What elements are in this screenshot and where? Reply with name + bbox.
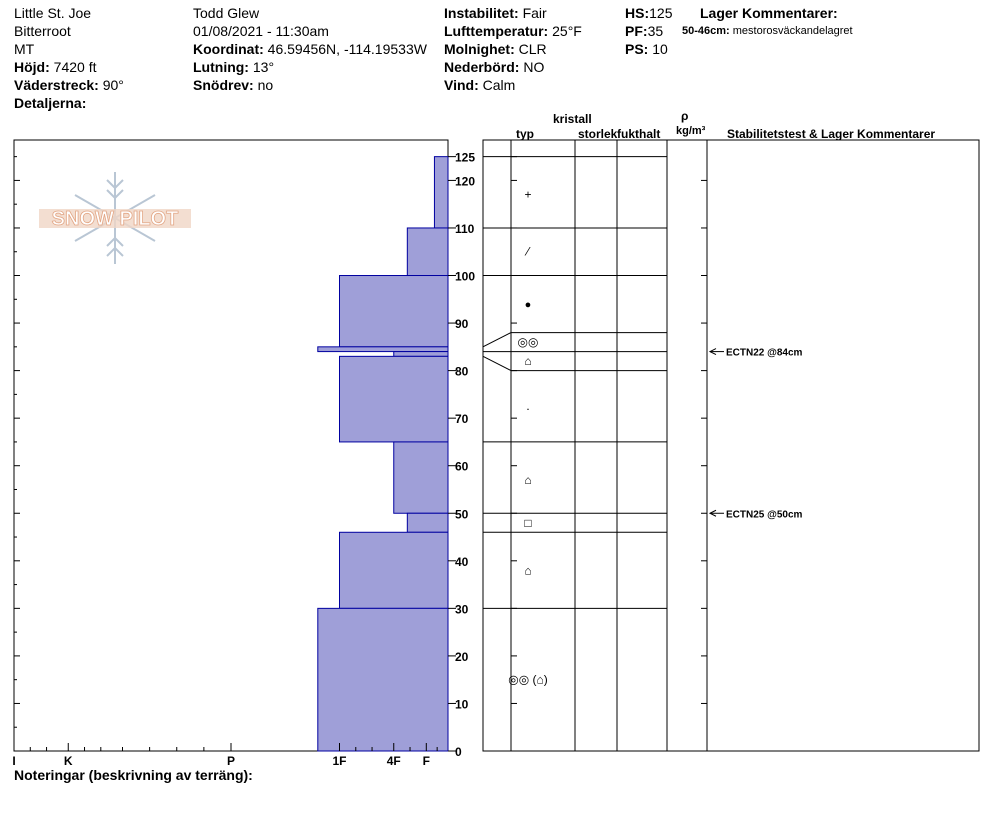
col-moisture: fukthalt: [617, 127, 661, 141]
elevation-value: 7420 ft: [53, 59, 97, 75]
pf-value: 35: [647, 23, 664, 39]
stability-label: Instabilitet:: [444, 5, 519, 21]
x-tick-label: 4F: [386, 754, 401, 768]
hardness-layer-bar: [407, 228, 448, 276]
col-crystal: kristall: [553, 112, 592, 126]
notes-label: Noteringar (beskrivning av terräng):: [14, 767, 253, 783]
layer-comment-range: 50-46cm:: [682, 25, 730, 37]
grain-type-symbol: ⌂: [524, 563, 532, 578]
sky-label: Molnighet:: [444, 41, 515, 57]
col-rho: ρ: [681, 109, 689, 123]
y-tick-label: 80: [455, 364, 469, 379]
y-tick-label: 110: [455, 221, 475, 236]
ps-label: PS:: [625, 41, 649, 57]
grain-connector: [483, 356, 511, 370]
grain-type-symbol: □: [524, 515, 532, 530]
details-label: Detaljerna:: [14, 95, 87, 111]
coord-label: Koordinat:: [193, 41, 264, 57]
hardness-layer-bar: [394, 442, 448, 513]
y-tick-label: 90: [455, 317, 469, 332]
hardness-layer-bar: [340, 532, 449, 608]
col-type: typ: [516, 127, 534, 141]
stability-test-label: ECTN22 @84cm: [726, 347, 803, 359]
grain-type-symbol: ·: [526, 401, 530, 416]
logo-text: SNOW PILOT: [51, 208, 179, 230]
range: Bitterroot: [14, 23, 71, 39]
slope-value: 13°: [252, 59, 275, 75]
layer-comment-text: mestorosväckandelagret: [732, 25, 853, 37]
y-tick-label: 125: [455, 150, 476, 165]
coord-value: 46.59456N, -114.19533W: [267, 41, 427, 57]
y-tick-label: 20: [455, 649, 469, 664]
hs-label: HS:: [625, 5, 650, 21]
col-stability: Stabilitetstest & Lager Kommentarer: [727, 127, 936, 141]
stability-test-label: ECTN25 @50cm: [726, 509, 803, 521]
grain-type-symbol: ⌂: [524, 472, 532, 487]
wind-label: Vind:: [444, 77, 479, 93]
hardness-layer-bar: [434, 157, 448, 228]
x-tick-label: 1F: [332, 754, 347, 768]
x-tick-label: I: [12, 754, 16, 768]
grain-type-symbol: ⌂: [524, 354, 532, 369]
sky-value: CLR: [518, 41, 547, 57]
airtemp-label: Lufttemperatur:: [444, 23, 549, 39]
y-tick-label: 40: [455, 554, 469, 569]
ps-value: 10: [652, 41, 668, 57]
y-tick-label: 60: [455, 459, 469, 474]
col-size: storlek: [578, 127, 618, 141]
stability-value: Fair: [522, 5, 547, 21]
datetime: 01/08/2021 - 11:30am: [193, 23, 329, 39]
grain-type-symbol: ◎◎ (⌂): [508, 672, 548, 687]
hardness-layer-bar: [318, 608, 448, 751]
aspect-label: Väderstreck:: [14, 77, 99, 93]
hardness-layer-bar: [318, 347, 448, 352]
y-tick-label: 100: [455, 269, 476, 284]
x-tick-label: K: [63, 754, 73, 768]
grain-type-symbol: ⁄: [526, 244, 530, 259]
grain-type-symbol: ◎◎: [517, 335, 539, 350]
hs-value: 125: [649, 5, 673, 21]
grain-type-symbol: ●: [524, 299, 532, 312]
grain-table-frame: [483, 140, 979, 751]
observer: Todd Glew: [193, 5, 260, 21]
y-tick-label: 70: [455, 412, 469, 427]
col-density-unit: kg/m³: [676, 125, 706, 137]
airtemp-value: 25°F: [552, 23, 582, 39]
precip-value: NO: [523, 59, 545, 75]
x-tick-label: P: [226, 754, 236, 768]
y-tick-label: 10: [455, 697, 469, 712]
hardness-layer-bar: [394, 352, 448, 357]
x-tick-label: F: [422, 754, 430, 768]
slope-label: Lutning:: [193, 59, 249, 75]
drift-value: no: [257, 77, 274, 93]
grain-connector: [483, 333, 511, 347]
grain-type-symbol: +: [524, 187, 532, 202]
y-tick-label: 120: [455, 174, 476, 189]
aspect-value: 90°: [102, 77, 124, 93]
drift-label: Snödrev:: [193, 77, 254, 93]
layer-comments-title: Lager Kommentarer:: [700, 5, 838, 21]
snowpilot-logo: [39, 172, 191, 264]
location: Little St. Joe: [14, 5, 92, 21]
wind-value: Calm: [482, 77, 516, 93]
pf-label: PF:: [625, 23, 648, 39]
y-tick-label: 0: [455, 745, 462, 759]
precip-label: Nederbörd:: [444, 59, 520, 75]
state: MT: [14, 41, 35, 57]
hardness-layer-bar: [407, 513, 448, 532]
y-tick-label: 30: [455, 602, 469, 617]
hardness-layer-bar: [340, 276, 449, 347]
hardness-layer-bar: [340, 356, 449, 442]
elevation-label: Höjd:: [14, 59, 50, 75]
y-tick-label: 50: [455, 507, 469, 522]
